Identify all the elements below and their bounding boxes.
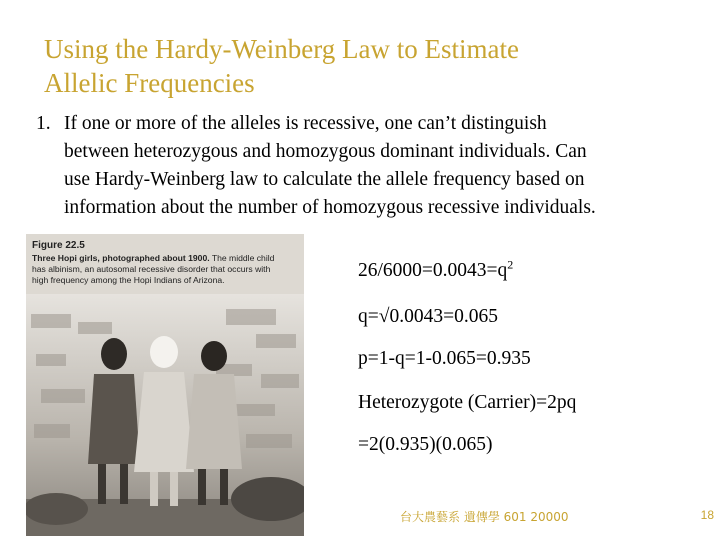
figure-caption (32, 240, 300, 286)
calc-line-5: =2(0.935)(0.065) (358, 434, 493, 455)
calc-line-1-main: 26/6000=0.0043=q (358, 260, 508, 281)
slide-title (44, 32, 684, 100)
point-line-2: between heterozygous and homozygous dominant individuals. Can (64, 141, 587, 162)
title-line-1: Using the Hardy-Weinberg Law to Estimate (44, 34, 519, 64)
figure-image (26, 234, 304, 536)
point-number: 1. (36, 113, 51, 134)
hopi-girls-photo (26, 294, 304, 536)
point-line-1: If one or more of the alleles is recessive, one can’t distinguish (64, 113, 547, 134)
footer-text: 台大農藝系 遺傳學 601 20000 (400, 510, 569, 524)
calc-line-3: p=1-q=1-0.065=0.935 (358, 348, 531, 369)
title-line-2: Allelic Frequencies (44, 68, 255, 98)
caption-line-2: has albinism, an autosomal recessive disorder that occurs with (32, 264, 271, 274)
calc-line-2: q=√0.0043=0.065 (358, 306, 498, 327)
calc-line-1-exponent: 2 (507, 257, 514, 272)
numbered-point (36, 110, 696, 222)
point-text (64, 110, 696, 222)
calc-line-4: Heterozygote (Carrier)=2pq (358, 392, 577, 413)
point-line-3: use Hardy-Weinberg law to calculate the allele frequency based on (64, 169, 585, 190)
caption-rest: The middle child (209, 253, 275, 263)
figure-number: Figure 22.5 (32, 240, 85, 251)
point-line-4: information about the number of homozygous recessive individuals. (64, 197, 596, 218)
caption-line-1 (32, 253, 300, 264)
caption-head: Three Hopi girls, photographed about 1900. (32, 253, 210, 263)
calc-line-1 (358, 258, 513, 284)
page-number: 18 (700, 508, 714, 522)
caption-line-3: high frequency among the Hopi Indians of Arizona. (32, 275, 225, 285)
